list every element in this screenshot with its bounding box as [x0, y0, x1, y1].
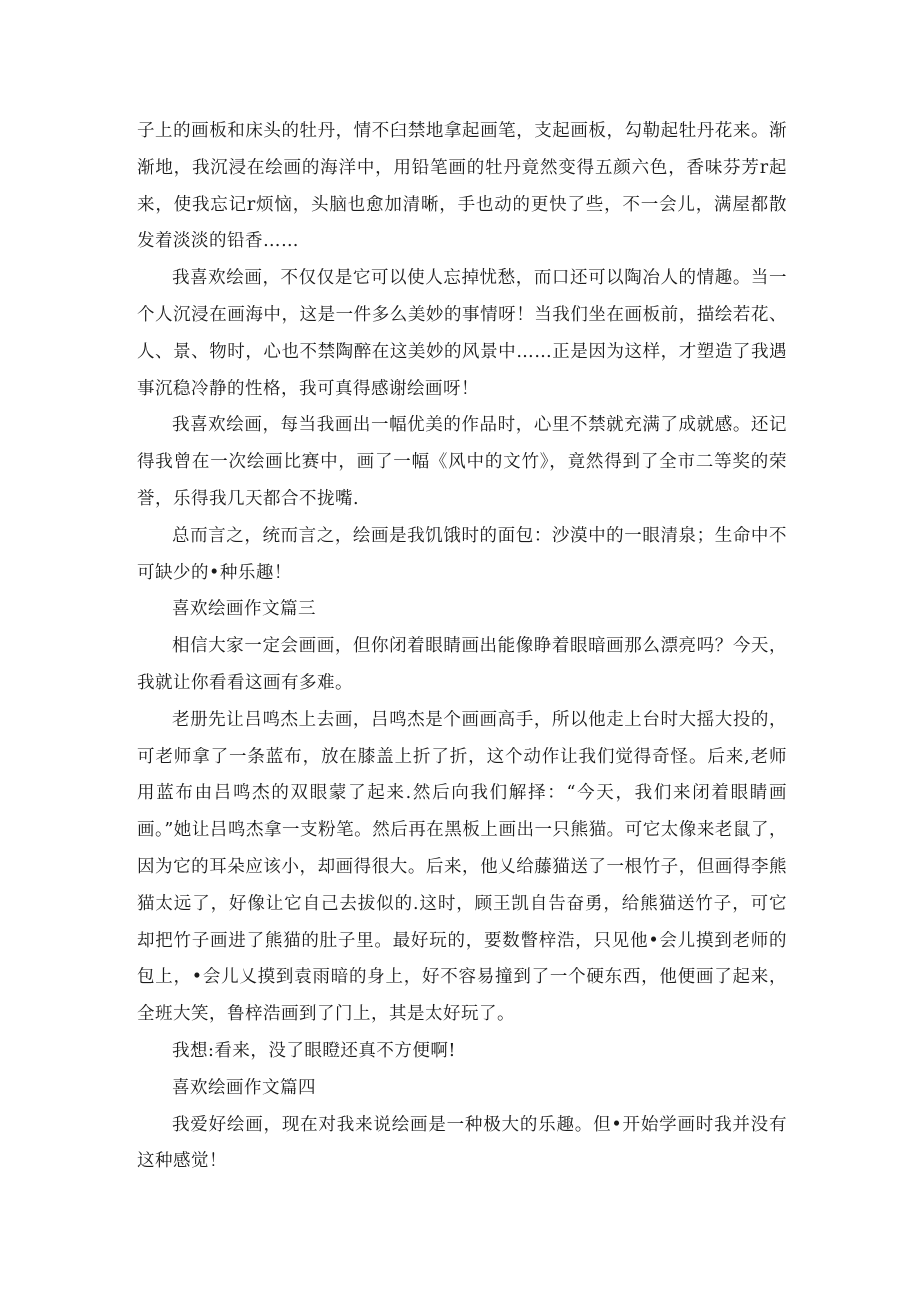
paragraph-6: 老册先让吕鸣杰上去画，吕鸣杰是个画画高手，所以他走上台时大摇大投的，可老师拿了一条蓝布，放在膝盖上折了折，这个动作让我们觉得奇怪。后来,老师用蓝布由吕鸣杰的双眼蒙了起来.然后向我们解择：“今天，我们来闭着眼睛画画。”她让吕鸣杰拿一支粉笔。然后再在黑板上画出一只熊猫。可它太像来老鼠了，因为它的耳朵应该小，却画得很大。后来，他乂给藤猫送了一根竹子，但画得李熊猫太远了，好像让它自己去拔似的.这时，顾王凯自告奋勇，给熊猫送竹子，可它却把竹子画进了熊猫的肚子里。最好玩的，要数瞥梓浩，只见他•会儿摸到老师的包上，•会儿乂摸到袁雨暗的身上，好不容易撞到了一个硬东西，他便画了起来，全班大笑，鲁梓浩画到了门上，其是太好玩了。	[137, 709, 787, 1025]
section-heading-4: 喜欢绘画作文篇四	[172, 1077, 316, 1098]
paragraph-4: 总而言之，统而言之，绘画是我饥饿时的面包：沙漠中的一眼清泉；生命中不可缺少的•种乐趣！	[137, 525, 787, 583]
paragraph-2: 我喜欢绘画，不仅仅是它可以使人忘掉忧愁，而口还可以陶冶人的情趣。当一个人沉浸在画海中，这是一件多么美妙的事情呀！当我们坐在画板前，描绘若花、人、景、物时，心也不禁陶醉在这美妙的风景中……正是因为这样，才塑造了我遇事沉稳冷静的性格，我可真得感谢绘画呀！	[137, 268, 787, 399]
paragraph-8: 我爱好绘画，现在对我来说绘画是一种极大的乐趣。但•开始学画时我并没有这种感觉！	[137, 1114, 787, 1172]
article-body	[137, 113, 787, 1180]
paragraph-7: 我想:看来，没了眼瞪还真不方便啊!	[172, 1040, 456, 1061]
section-heading-3: 喜欢绘画作文篇三	[172, 599, 316, 620]
paragraph-3: 我喜欢绘画，每当我画出一幅优美的作品时，心里不禁就充满了成就感。还记得我曾在一次绘画比赛中，画了一幅《风中的文竹》，竟然得到了全市二等奖的荣誉，乐得我几天都合不拢嘴.	[137, 415, 787, 509]
paragraph-1: 子上的画板和床头的牡丹，情不臼禁地拿起画笔，支起画板，勾勒起牡丹花来。渐渐地，我沉浸在绘画的海洋中，用铅笔画的牡丹竟然变得五颜六色，香味芬芳r起来，使我忘记r烦恼，头脑也愈加清晰，手也动的更快了些，不一会儿，满屋都散发着淡淡的铅香……	[137, 121, 787, 252]
paragraph-5: 相信大家一定会画画，但你闭着眼睛画出能像睁着眼暗画那么漂亮吗？今天，我就让你看看这画有多难。	[137, 636, 787, 693]
